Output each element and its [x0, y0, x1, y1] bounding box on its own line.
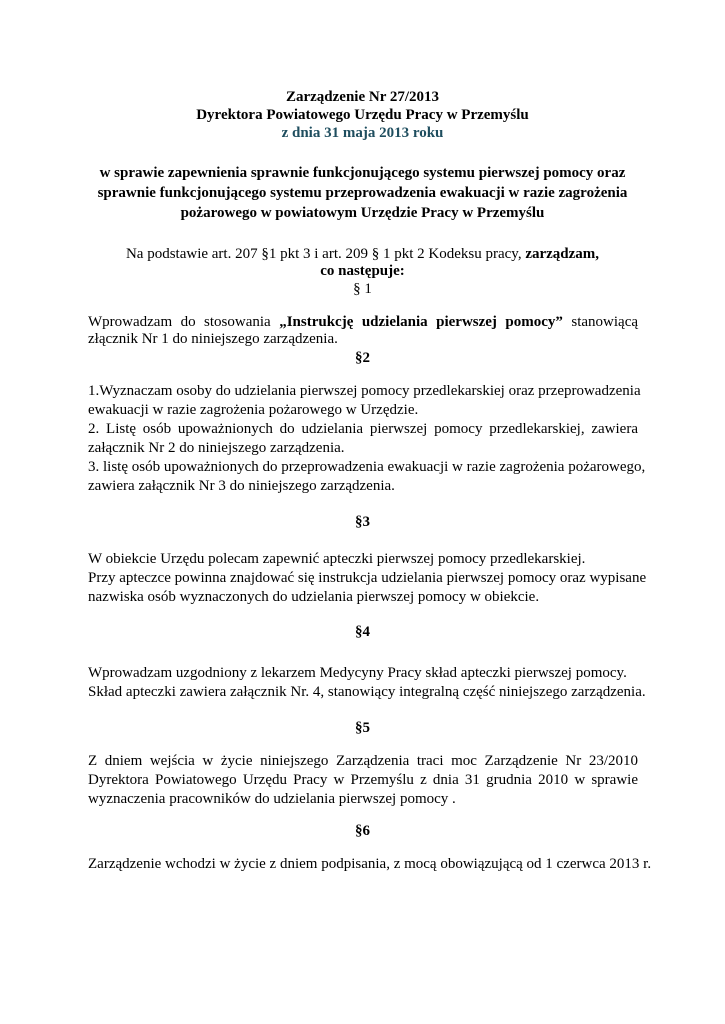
legal-basis: [0, 245, 725, 263]
section-2-line-1: 1.Wyznaczam osoby do udzielania pierwszej pomocy przedlekarskiej oraz przeprowadzenia: [88, 383, 641, 399]
section-2-line-2: ewakuacji w razie zagrożenia pożarowego w Urzędzie.: [88, 402, 419, 418]
section-5-body: [88, 752, 638, 809]
document-issuer: Dyrektora Powiatowego Urzędu Pracy w Przemyślu: [196, 107, 529, 123]
section-3-heading: §3: [355, 514, 370, 530]
section-3-line-1: W obiekcie Urzędu polecam zapewnić apteczki pierwszej pomocy przedlekarskiej.: [88, 551, 586, 567]
section-2-line-3: 2. Listę osób upoważnionych do udzielania pierwszej pomocy przedlekarskiej, zawiera: [88, 421, 638, 437]
subject-line-3: pożarowego w powiatowym Urzędzie Pracy w Przemyślu: [180, 205, 545, 221]
section-3-line-2: Przy apteczce powinna znajdować się instrukcja udzielania pierwszej pomocy oraz wypisane: [88, 570, 647, 586]
section-2-line-4: załącznik Nr 2 do niniejszego zarządzenia.: [88, 440, 345, 456]
section-3-line-3: nazwiska osób wyznaczonych do udzielania pierwszej pomocy w obiekcie.: [88, 589, 540, 605]
section-6-heading: §6: [355, 823, 370, 839]
section-4-body: [88, 664, 646, 702]
section-4-line-1: Wprowadzam uzgodniony z lekarzem Medycyny Pracy skład apteczki pierwszej pomocy.: [88, 665, 627, 681]
section-1-text-a: Wprowadzam do stosowania: [88, 314, 280, 330]
document-title: Zarządzenie Nr 27/2013: [285, 89, 440, 105]
subject-line-1: w sprawie zapewnienia sprawnie funkcjonującego systemu pierwszej pomocy oraz: [99, 165, 626, 181]
section-2-heading: §2: [355, 350, 370, 366]
section-4-heading: §4: [355, 624, 370, 640]
section-5-heading: §5: [355, 720, 370, 736]
section-1-instruction-title: „Instrukcję udzielania pierwszej pomocy”: [279, 314, 563, 330]
section-2-line-5: 3. listę osób upoważnionych do przeprowadzenia ewakuacji w razie zagrożenia pożarowego,: [88, 459, 646, 475]
section-5-line-3: wyznaczenia pracowników do udzielania pierwszej pomocy .: [88, 791, 456, 807]
section-2-body: [88, 382, 646, 496]
document-date: z dnia 31 maja 2013 roku: [281, 125, 444, 141]
section-6-line-1: Zarządzenie wchodzi w życie z dniem podpisania, z mocą obowiązującą od 1 czerwca 2013 r.: [88, 856, 652, 872]
section-1-line-2: złącznik Nr 1 do niniejszego zarządzenia.: [88, 331, 338, 347]
section-1-text-b: stanowiącą: [562, 314, 639, 330]
legal-basis-decree: zarządzam,: [525, 246, 600, 262]
legal-basis-line-2: co następuje:: [320, 263, 405, 279]
section-2-line-6: zawiera załącznik Nr 3 do niniejszego zarządzenia.: [88, 478, 395, 494]
section-4-line-2: Skład apteczki zawiera załącznik Nr. 4, stanowiący integralną część niniejszego zarządzenia.: [88, 684, 646, 700]
subject-line-2: sprawnie funkcjonującego systemu przeprowadzenia ewakuacji w razie zagrożenia: [97, 185, 628, 201]
section-1-heading: § 1: [353, 281, 372, 297]
section-5-line-1: Z dniem wejścia w życie niniejszego Zarządzenia traci moc Zarządzenie Nr 23/2010: [88, 753, 638, 769]
section-3-body: [88, 550, 647, 607]
legal-basis-text: Na podstawie art. 207 §1 pkt 3 i art. 209 § 1 pkt 2 Kodeksu pracy,: [125, 246, 526, 262]
section-5-line-2: Dyrektora Powiatowego Urzędu Pracy w Przemyślu z dnia 31 grudnia 2010 w sprawie: [88, 772, 638, 788]
